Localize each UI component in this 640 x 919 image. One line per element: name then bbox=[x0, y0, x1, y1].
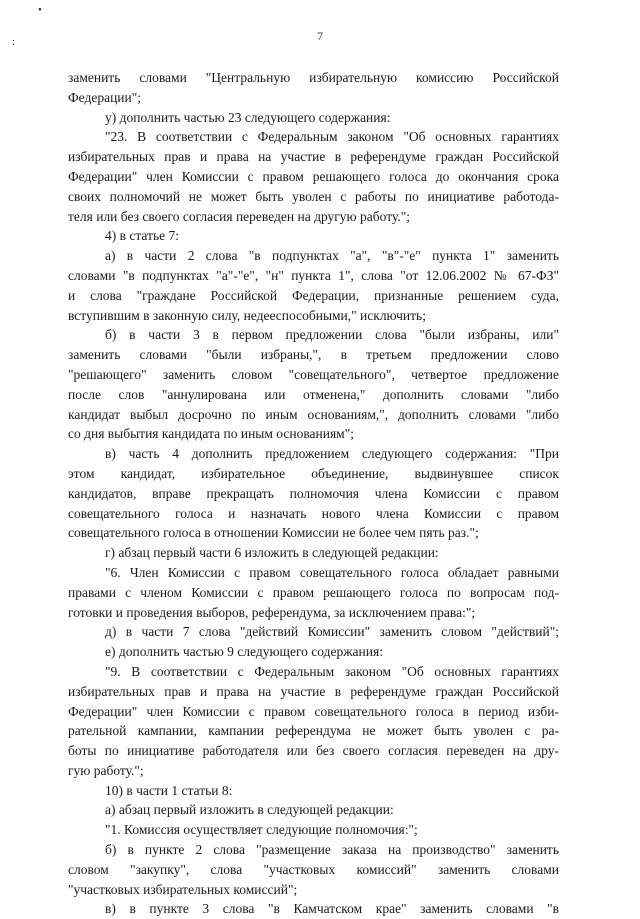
text-line: избирательных прав и права на участие в референдуме граждан Российской bbox=[68, 149, 559, 165]
text-line: е) дополнить частью 9 следующего содержания: bbox=[105, 644, 383, 660]
text-line: правами с членом Комиссии с правом решающего голоса по вопросам под- bbox=[68, 584, 559, 600]
text-line: Федерации"; bbox=[68, 89, 142, 105]
text-line: Федерации" член Комиссии с правом решающего голоса до окончания срока bbox=[68, 168, 559, 184]
document-body bbox=[68, 68, 559, 919]
text-line: б) в пункте 2 слова "размещение заказа на производство" заменить bbox=[105, 842, 559, 858]
text-line: своих полномочий не может быть уволен с работы по инициативе работода- bbox=[68, 188, 559, 204]
text-line: а) в части 2 слова "в подпунктах "а", "в"-"е" пункта 1" заменить bbox=[105, 248, 559, 264]
text-line: рательной кампании, кампании референдума не может быть уволен с ра- bbox=[68, 723, 559, 739]
text-line: кандидатов, вправе прекращать полномочия члена Комиссии с правом bbox=[68, 485, 559, 501]
text-line: "1. Комиссия осуществляет следующие полномочия:"; bbox=[105, 822, 418, 838]
text-line: заменить словами "были избраны,", в третьем предложении слово bbox=[68, 347, 559, 363]
text-line: боты по инициативе работодателя или без своего согласия переведен на дру- bbox=[68, 743, 559, 759]
text-line: кандидат выбыл досрочно по иным основаниям,", дополнить словами "либо bbox=[68, 406, 559, 422]
text-line: этом кандидат, избирательное объединение, выдвинувшее список bbox=[68, 465, 559, 481]
margin-mark: • bbox=[38, 4, 42, 16]
text-line: Федерации" член Комиссии с правом совещательного голоса в период изби- bbox=[68, 703, 559, 719]
text-line: у) дополнить частью 23 следующего содержания: bbox=[105, 109, 391, 125]
text-line: теля или без своего согласия переведен на другую работу."; bbox=[68, 208, 410, 224]
text-line: "участковых избирательных комиссий"; bbox=[68, 881, 298, 897]
margin-mark: : bbox=[12, 36, 16, 48]
text-line: заменить словами "Центральную избирательную комиссию Российской bbox=[68, 70, 559, 85]
text-line: после слов "аннулирована или отменена," дополнить словами "либо bbox=[68, 386, 559, 402]
text-line: "6. Член Комиссии с правом совещательного голоса обладает равными bbox=[105, 564, 559, 580]
text-line: словами "в подпунктах "а"-"е", "н" пункта 1", слова "от 12.06.2002 № 67-ФЗ" bbox=[68, 267, 559, 283]
text-line: б) в части 3 в первом предложении слова "были избраны, или" bbox=[105, 327, 559, 343]
text-line: "23. В соответствии с Федеральным законом "Об основных гарантиях bbox=[105, 129, 559, 145]
text-line: "9. В соответствии с Федеральным законом "Об основных гарантиях bbox=[105, 663, 559, 679]
text-line: гую работу."; bbox=[68, 762, 144, 778]
text-line: словом "закупку", слова "участковых комиссий" заменить словами bbox=[68, 861, 559, 877]
text-line: и слова "граждане Российской Федерации, признанные решением суда, bbox=[68, 287, 559, 303]
text-line: в) в пункте 3 слова "в Камчатском крае" заменить словами "в bbox=[105, 901, 559, 917]
text-line: а) абзац первый изложить в следующей редакции: bbox=[105, 802, 394, 818]
text-line: совещательного голоса и назначать нового члена Комиссии с правом bbox=[68, 505, 559, 521]
text-line: "решающего" заменить словом "совещательного", четвертое предложение bbox=[68, 366, 559, 382]
text-line: со дня выбытия кандидата по иным основаниям"; bbox=[68, 426, 354, 442]
text-line: избирательных прав и права на участие в референдуме граждан Российской bbox=[68, 683, 559, 699]
text-line: совещательного голоса в отношении Комиссии не более чем пять раз."; bbox=[68, 525, 479, 541]
text-line: 10) в части 1 статьи 8: bbox=[105, 782, 233, 798]
text-line: д) в части 7 слова "действий Комиссии" заменить словом "действий"; bbox=[105, 624, 559, 640]
text-line: г) абзац первый части 6 изложить в следующей редакции: bbox=[105, 545, 439, 561]
text-line: вступившим в законную силу, недееспособными," исключить; bbox=[68, 307, 426, 323]
text-line: 4) в статье 7: bbox=[105, 228, 179, 244]
text-line: в) часть 4 дополнить предложением следующего содержания: "При bbox=[105, 446, 559, 462]
text-line: готовки и проведения выборов, референдума, за исключением права:"; bbox=[68, 604, 476, 620]
page-number: 7 bbox=[317, 29, 323, 43]
